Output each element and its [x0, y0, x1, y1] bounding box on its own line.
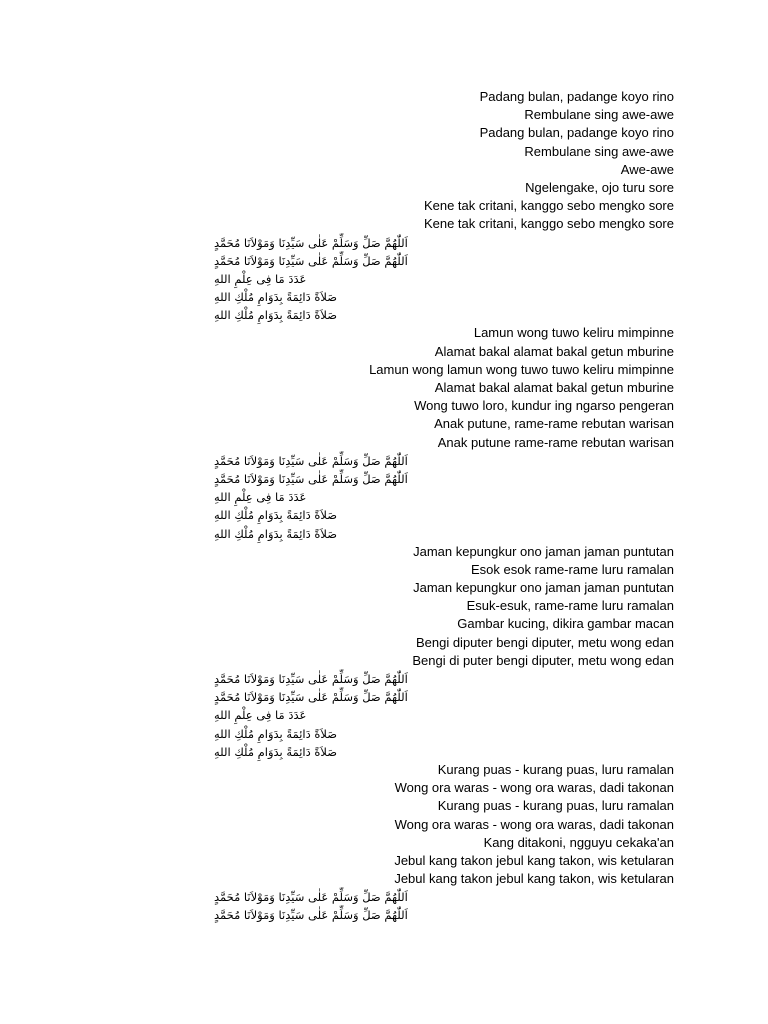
sholawat-line: عَدَدَ مَا فِى عِلْمِ اللهِ — [214, 708, 307, 723]
lyric-line: Anak putune rame-rame rebutan warisan — [437, 434, 674, 450]
lyric-line: Bengi di puter bengi diputer, metu wong edan — [412, 652, 674, 668]
lyric-line: Ngelengake, ojo turu sore — [525, 179, 674, 195]
lyric-line: Bengi diputer bengi diputer, metu wong edan — [415, 634, 674, 650]
lyric-line: Padang bulan, padange koyo rino — [479, 125, 674, 141]
lyric-line: Lamun wong lamun wong tuwo tuwo keliru mimpinne — [369, 361, 674, 377]
sholawat-line: صَلاَةً دَائِمَةً بِدَوَامِ مُلْكِ اللهِ — [214, 308, 338, 323]
sholawat-line: عَدَدَ مَا فِى عِلْمِ اللهِ — [214, 271, 307, 286]
lyric-line: Gambar kucing, dikira gambar macan — [457, 616, 674, 632]
sholawat-line: اَللّٰهُمَّ صَلِّ وَسَلِّمْ عَلٰى سَيِّدِنَا وَمَوْلاَنَا مُحَمَّدٍ — [214, 453, 408, 468]
lyric-line: Wong ora waras - wong ora waras, dadi takonan — [394, 780, 674, 796]
lyric-line: Wong ora waras - wong ora waras, dadi takonan — [394, 816, 674, 832]
sholawat-line: عَدَدَ مَا فِى عِلْمِ اللهِ — [214, 490, 307, 505]
lyric-line: Kurang puas - kurang puas, luru ramalan — [437, 798, 674, 814]
sholawat-line: اَللّٰهُمَّ صَلِّ وَسَلِّمْ عَلٰى سَيِّدِنَا وَمَوْلاَنَا مُحَمَّدٍ — [214, 235, 408, 250]
sholawat-line: اَللّٰهُمَّ صَلِّ وَسَلِّمْ عَلٰى سَيِّدِنَا وَمَوْلاَنَا مُحَمَّدٍ — [214, 471, 408, 486]
lyric-line: Jebul kang takon jebul kang takon, wis ketularan — [394, 871, 674, 887]
lyric-line: Rembulane sing awe-awe — [524, 143, 674, 159]
lyric-line: Kurang puas - kurang puas, luru ramalan — [437, 761, 674, 777]
lyric-line: Wong tuwo loro, kundur ing ngarso pengeran — [414, 398, 674, 414]
lyric-line: Alamat bakal alamat bakal getun mburine — [434, 343, 674, 359]
sholawat-line: صَلاَةً دَائِمَةً بِدَوَامِ مُلْكِ اللهِ — [214, 526, 338, 541]
lyric-line: Rembulane sing awe-awe — [524, 107, 674, 123]
lyric-line: Jebul kang takon jebul kang takon, wis ketularan — [394, 852, 674, 868]
lyric-line: Kene tak critani, kanggo sebo mengko sore — [423, 216, 674, 232]
sholawat-line: صَلاَةً دَائِمَةً بِدَوَامِ مُلْكِ اللهِ — [214, 290, 338, 305]
sholawat-line: صَلاَةً دَائِمَةً بِدَوَامِ مُلْكِ اللهِ — [214, 744, 338, 759]
lyric-line: Jaman kepungkur ono jaman jaman puntutan — [413, 543, 674, 559]
lyric-line: Anak putune, rame-rame rebutan warisan — [434, 416, 674, 432]
sholawat-line: اَللّٰهُمَّ صَلِّ وَسَلِّمْ عَلٰى سَيِّدِنَا وَمَوْلاَنَا مُحَمَّدٍ — [214, 672, 408, 686]
sholawat-line: اَللّٰهُمَّ صَلِّ وَسَلِّمْ عَلٰى سَيِّدِنَا وَمَوْلاَنَا مُحَمَّدٍ — [214, 690, 408, 705]
lyric-line: Alamat bakal alamat bakal getun mburine — [434, 380, 674, 395]
lyric-line: Lamun wong tuwo keliru mimpinne — [473, 325, 674, 341]
lyric-line: Padang bulan, padange koyo rino — [479, 89, 674, 104]
lyric-line: Awe-awe — [620, 161, 674, 177]
sholawat-line: اَللّٰهُمَّ صَلِّ وَسَلِّمْ عَلٰى سَيِّدِنَا وَمَوْلاَنَا مُحَمَّدٍ — [214, 908, 408, 923]
lyric-line: Kang ditakoni, ngguyu cekaka'an — [483, 834, 674, 850]
sholawat-line: اَللّٰهُمَّ صَلِّ وَسَلِّمْ عَلٰى سَيِّدِنَا وَمَوْلاَنَا مُحَمَّدٍ — [214, 890, 408, 905]
sholawat-line: صَلاَةً دَائِمَةً بِدَوَامِ مُلْكِ اللهِ — [214, 726, 338, 741]
lyric-line: Jaman kepungkur ono jaman jaman puntutan — [413, 580, 674, 596]
lyric-line: Esuk-esuk, rame-rame luru ramalan — [466, 598, 674, 614]
sholawat-line: اَللّٰهُمَّ صَلِّ وَسَلِّمْ عَلٰى سَيِّدِنَا وَمَوْلاَنَا مُحَمَّدٍ — [214, 253, 408, 268]
lyrics-text-block — [214, 88, 674, 925]
sholawat-line: صَلاَةً دَائِمَةً بِدَوَامِ مُلْكِ اللهِ — [214, 508, 338, 523]
lyric-line: Kene tak critani, kanggo sebo mengko sore — [423, 198, 674, 214]
lyric-line: Esok esok rame-rame luru ramalan — [470, 561, 674, 577]
